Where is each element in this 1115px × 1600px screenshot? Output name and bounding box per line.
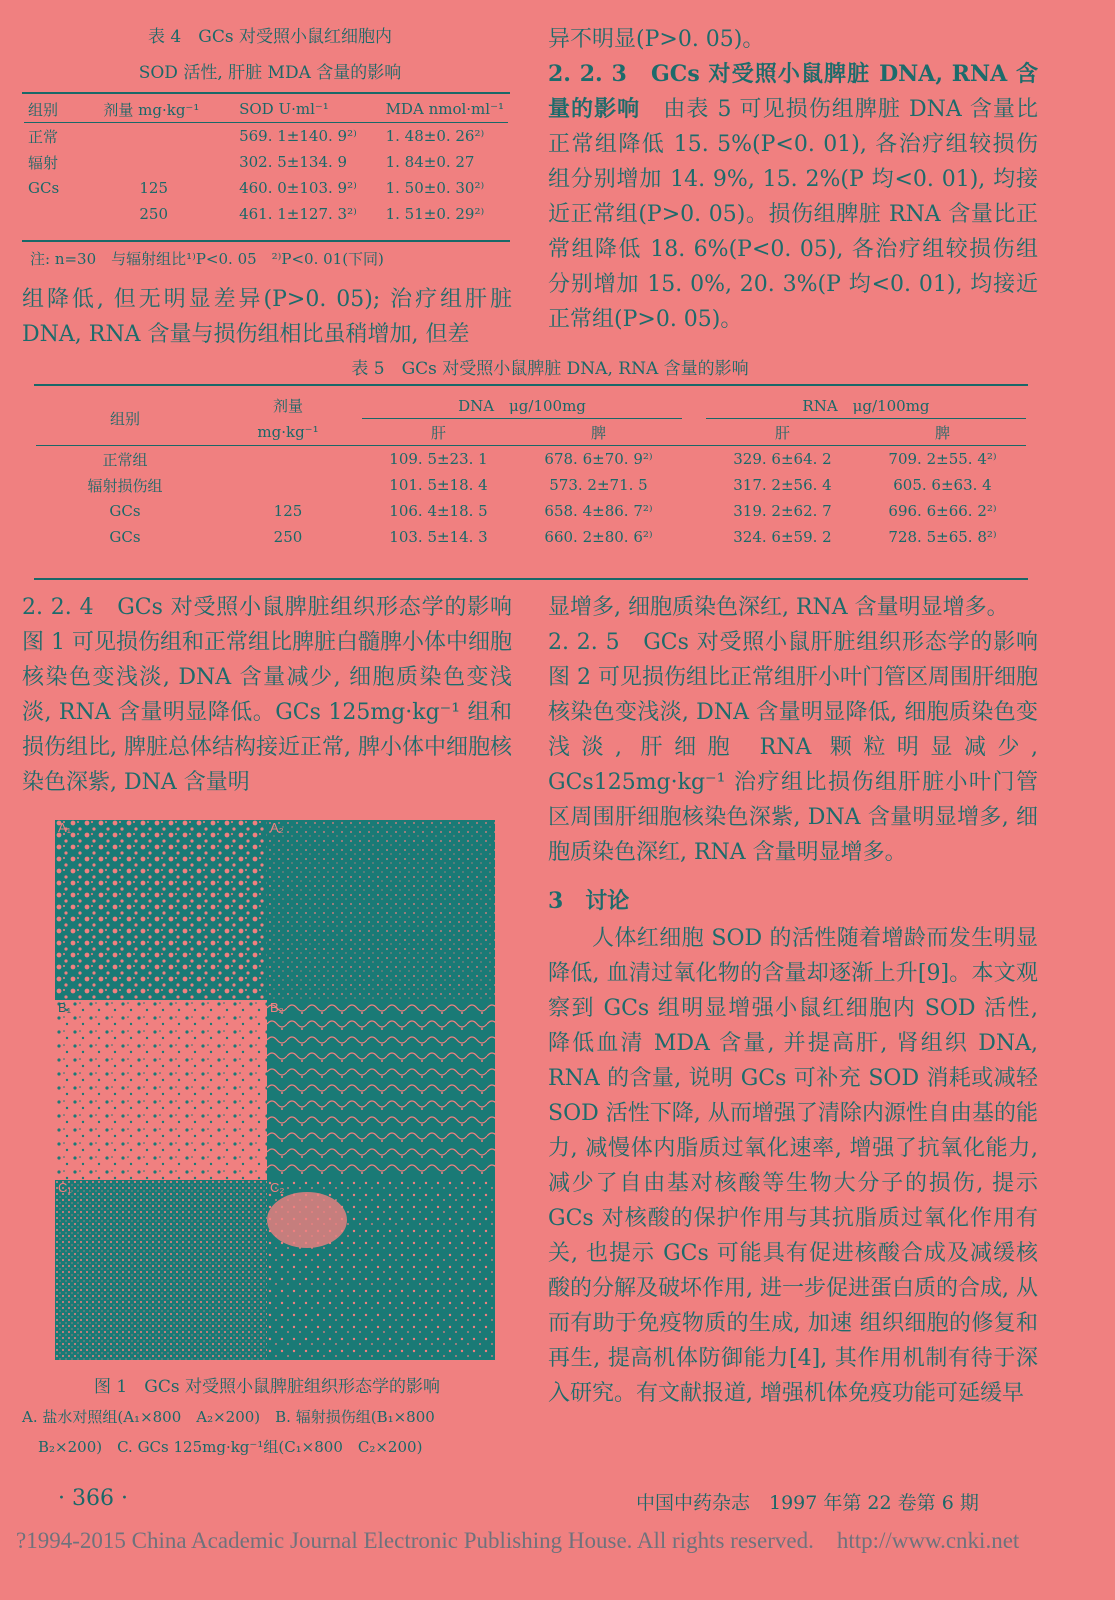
micrograph-a1-texture bbox=[55, 820, 267, 1000]
table-cell: 101. 5±18. 4 bbox=[389, 476, 488, 494]
table4-title-line1: 表 4 GCs 对受照小鼠红细胞内 bbox=[148, 27, 392, 47]
table5-header-row-1 bbox=[36, 392, 1026, 419]
table-row bbox=[36, 446, 1026, 473]
table-cell bbox=[24, 201, 99, 227]
table-cell: 1. 51±0. 29²⁾ bbox=[385, 205, 485, 223]
micrograph-b2 bbox=[267, 1000, 495, 1180]
micrograph-c2 bbox=[267, 1180, 495, 1360]
table-cell: 573. 2±71. 5 bbox=[549, 476, 648, 494]
table-cell: GCs bbox=[109, 528, 141, 546]
table-cell: 605. 6±63. 4 bbox=[893, 476, 992, 494]
table5-spacer bbox=[682, 446, 706, 473]
figure-caption-line2: B₂×200) C. GCs 125mg·kg⁻¹组(C₁×800 C₂×200) bbox=[38, 1438, 423, 1456]
table5-title: 表 5 GCs 对受照小鼠脾脏 DNA, RNA 含量的影响 bbox=[351, 359, 749, 379]
table-cell: 1. 84±0. 27 bbox=[385, 153, 475, 171]
table-cell: 302. 5±134. 9 bbox=[239, 153, 348, 171]
table-cell: 696. 6±66. 2²⁾ bbox=[888, 502, 997, 520]
table4-note: 注: n=30 与辐射组比¹⁾P<0. 05 ²⁾P<0. 01(下同) bbox=[30, 250, 384, 268]
table-cell: 658. 4±86. 7²⁾ bbox=[544, 502, 653, 520]
section-2-2-3-body: 由表 5 可见损伤组脾脏 DNA 含量比正常组降低 15. 5%(P<0. 01), 各治疗组较损伤组分别增加 14. 9%, 15. 2%(P 均<0. 01), 均接近正常组(P>0. 05)。损伤组脾脏 RNA 含量比正常组降低 18. 6%(P<0. 05), 各治疗组较损伤组分别增加 15. 0%, 20. 3%(P 均<0. 01), 均接近正常组(P>0. 05)。 bbox=[548, 97, 1038, 332]
figure-caption-line1: A. 盐水对照组(A₁×800 A₂×200) B. 辐射损伤组(B₁×800 bbox=[22, 1408, 435, 1426]
table5-header-liver: 肝 bbox=[774, 423, 790, 442]
table-row bbox=[36, 524, 1026, 550]
table5-header-liver: 肝 bbox=[431, 423, 447, 442]
table5-spacer bbox=[682, 472, 706, 498]
table-row bbox=[24, 175, 508, 201]
table-cell: 109. 5±23. 1 bbox=[389, 450, 488, 468]
panel-label-c1: C₁ bbox=[58, 1180, 72, 1195]
table5-top-rule bbox=[34, 384, 1028, 386]
table-cell: GCs bbox=[109, 502, 141, 520]
section-2-2-5: 2. 2. 5 GCs 对受照小鼠肝脏组织形态学的影响 图 2 可见损伤组比正常组肝小叶门管区周围肝细胞核染色变浅淡, DNA 含量明显降低, 细胞质染色变浅淡, 肝细胞 RNA 颗粒明显减少, GCs125mg·kg⁻¹ 治疗组比损伤组肝脏小叶门管区周围肝细胞核染色深紫, DNA 含量明显增多, 细胞质染色深红, RNA 含量明显增多。 bbox=[548, 630, 1061, 865]
micrograph-c2-texture bbox=[267, 1180, 495, 1360]
table-cell: 106. 4±18. 5 bbox=[389, 502, 488, 520]
micrograph-a2 bbox=[267, 820, 495, 1000]
table-cell: 1. 50±0. 30²⁾ bbox=[385, 179, 485, 197]
table5-spacer bbox=[682, 524, 706, 550]
section-3-heading: 3 讨论 bbox=[548, 888, 630, 914]
table-cell bbox=[214, 446, 362, 473]
table-cell: 709. 2±55. 4²⁾ bbox=[888, 450, 997, 468]
table-cell: 461. 1±127. 3²⁾ bbox=[239, 205, 357, 223]
table-cell: 324. 6±59. 2 bbox=[733, 528, 832, 546]
micrograph-a1 bbox=[55, 820, 267, 1000]
left-top-paragraph: 组降低, 但无明显差异(P>0. 05); 治疗组肝脏 DNA, RNA 含量与损伤组相比虽稍增加, 但差 bbox=[22, 287, 512, 347]
table5-header-dna: DNA μg/100mg bbox=[362, 392, 682, 419]
table5-header-dose-unit: mg·kg⁻¹ bbox=[257, 422, 319, 441]
table5-header-spleen: 脾 bbox=[934, 423, 950, 442]
table5-header-group: 组别 bbox=[109, 410, 140, 428]
panel-label-b2: B₂ bbox=[270, 1000, 284, 1015]
table4-header-cell: MDA nmol·ml⁻¹ bbox=[385, 100, 504, 118]
table4 bbox=[24, 96, 508, 227]
table4-header-cell: 组别 bbox=[28, 100, 59, 119]
table-cell bbox=[99, 149, 235, 175]
table-cell: 678. 6±70. 9²⁾ bbox=[544, 450, 653, 468]
table-cell: 正常 bbox=[28, 127, 59, 146]
table-cell bbox=[99, 123, 235, 150]
table-cell: 正常组 bbox=[102, 450, 148, 469]
panel-label-c2: C₂ bbox=[270, 1180, 285, 1195]
table5-spacer bbox=[682, 392, 706, 419]
section-2-2-3-heading: 2. 2. 3 GCs 对受照小鼠脾脏 DNA, RNA 含量的影响 bbox=[548, 61, 1038, 122]
table-row bbox=[24, 123, 508, 150]
table-cell: 319. 2±62. 7 bbox=[733, 502, 832, 520]
section-2-2-3 bbox=[548, 57, 1038, 337]
journal-info: 中国中药杂志 1997 年第 22 卷第 6 期 bbox=[636, 1492, 979, 1514]
table5-spacer bbox=[682, 419, 706, 446]
micrograph-b1 bbox=[55, 1000, 267, 1180]
table4-title-line2: SOD 活性, 肝脏 MDA 含量的影响 bbox=[138, 63, 402, 83]
section-3-body: 人体红细胞 SOD 的活性随着增龄而发生明显降低, 血清过氧化物的含量却逐渐上升[9]。本文观察到 GCs 组明显增强小鼠红细胞内 SOD 活性, 降低血清 MDA 含量, 并提高肝, 肾组织 DNA, RNA 的含量, 说明 GCs 可补充 SOD 消耗或减轻 SOD 活性下降, 从而增强了清除内源性自由基的能力, 减慢体内脂质过氧化速率, 增强了抗氧化能力, 减少了自由基对核酸等生物大分子的损伤, 提示 GCs 对核酸的保护作用与其抗脂质过氧化作用有关, 也提示 GCs 可能具有促进核酸合成及减缓核酸的分解及破坏作用, 进一步促进蛋白质的合成, 从而有助于免疫物质的生成, 加速 组织细胞的修复和再生, 提高机体防御能力[4], 其作用机制有待于深入研究。有文献报道, 增强机体免疫功能可延缓早 bbox=[548, 926, 1038, 1406]
copyright-line: ?1994-2015 China Academic Journal Electronic Publishing House. All rights reserved. http://www.cnki.net bbox=[16, 1528, 1020, 1553]
table-cell: 辐射损伤组 bbox=[87, 476, 163, 495]
right-top-line: 异不明显(P>0. 05)。 bbox=[548, 27, 765, 52]
panel-label-b1: B₁ bbox=[58, 1000, 72, 1015]
table-cell: 329. 6±64. 2 bbox=[733, 450, 832, 468]
table-cell: 125 bbox=[273, 502, 303, 520]
table4-header-row bbox=[24, 96, 508, 123]
table5 bbox=[36, 392, 1026, 550]
table-cell: 728. 5±65. 8²⁾ bbox=[888, 528, 997, 546]
table-cell: 辐射 bbox=[28, 153, 59, 172]
table4-bottom-rule bbox=[22, 240, 510, 242]
table-cell: 250 bbox=[273, 528, 303, 546]
table-row bbox=[24, 149, 508, 175]
table-row bbox=[36, 472, 1026, 498]
table-row bbox=[36, 498, 1026, 524]
table-cell: GCs bbox=[28, 179, 60, 197]
table5-header-spleen: 脾 bbox=[590, 423, 606, 442]
table-cell bbox=[214, 472, 362, 498]
page-number: · 366 · bbox=[58, 1486, 128, 1511]
table-cell: 250 bbox=[139, 205, 169, 223]
table-cell: 103. 5±14. 3 bbox=[389, 528, 488, 546]
table-cell: 460. 0±103. 9²⁾ bbox=[239, 179, 357, 197]
table5-header-dose: 剂量 bbox=[272, 396, 303, 415]
figure-caption-title: 图 1 GCs 对受照小鼠脾脏组织形态学的影响 bbox=[94, 1377, 440, 1397]
figure-1 bbox=[55, 820, 495, 1360]
table4-top-rule bbox=[22, 92, 510, 94]
micrograph-c1-texture bbox=[55, 1180, 267, 1360]
micrograph-b1-texture bbox=[55, 1000, 267, 1180]
table-row bbox=[24, 201, 508, 227]
micrograph-a2-texture bbox=[267, 820, 495, 1000]
table-cell: 317. 2±56. 4 bbox=[733, 476, 832, 494]
table-cell: 660. 2±80. 6²⁾ bbox=[544, 528, 653, 546]
table4-header-cell: SOD U·ml⁻¹ bbox=[239, 100, 329, 118]
table-cell: 125 bbox=[139, 179, 169, 197]
micrograph-b2-texture bbox=[267, 1000, 495, 1180]
table4-header-cell: 剂量 mg·kg⁻¹ bbox=[103, 100, 200, 119]
section-2-2-4: 2. 2. 4 GCs 对受照小鼠脾脏组织形态学的影响 图 1 可见损伤组和正常组比脾脏白髓脾小体中细胞核染色变浅淡, DNA 含量减少, 细胞质染色变浅淡, RNA 含量明显降低。GCs 125mg·kg⁻¹ 组和损伤组比, 脾脏总体结构接近正常, 脾小体中细胞核染色深紫, DNA 含量明 bbox=[22, 595, 535, 795]
table5-header-rna: RNA μg/100mg bbox=[706, 392, 1026, 419]
right-mid-line: 显增多, 细胞质染色深红, RNA 含量明显增多。 bbox=[548, 595, 1009, 620]
table-cell: 569. 1±140. 9²⁾ bbox=[239, 127, 357, 145]
table5-bottom-rule bbox=[34, 578, 1028, 580]
table5-spacer bbox=[682, 498, 706, 524]
panel-label-a2: A₂ bbox=[270, 820, 284, 835]
micrograph-c1 bbox=[55, 1180, 267, 1360]
panel-label-a1: A₁ bbox=[58, 820, 72, 835]
table-cell: 1. 48±0. 26²⁾ bbox=[385, 127, 485, 145]
